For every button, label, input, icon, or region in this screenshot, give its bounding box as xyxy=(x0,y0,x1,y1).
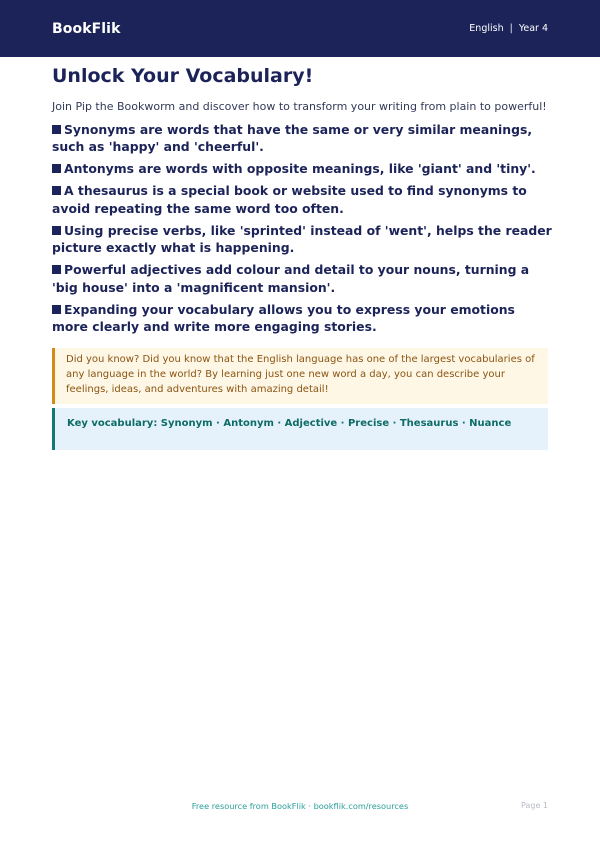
square-bullet-icon xyxy=(52,226,61,235)
list-item xyxy=(52,301,552,336)
square-bullet-icon xyxy=(52,125,61,134)
list-item xyxy=(52,182,552,217)
footer-link[interactable]: Free resource from BookFlik · bookflik.com/resources xyxy=(191,801,409,811)
list-item xyxy=(52,160,552,177)
page-header xyxy=(0,0,600,57)
page-title: Unlock Your Vocabulary! xyxy=(52,65,314,87)
square-bullet-icon xyxy=(52,305,61,314)
square-bullet-icon xyxy=(52,265,61,274)
brand-logo[interactable]: BookFlik xyxy=(52,20,121,37)
list-item-text: Using precise verbs, like 'sprinted' instead of 'went', helps the reader picture exactly what is happening. xyxy=(52,222,552,256)
list-item xyxy=(52,261,552,296)
list-item xyxy=(52,121,552,156)
list-item-text: Antonyms are words with opposite meanings, like 'giant' and 'tiny'. xyxy=(64,161,536,177)
list-item-text: Synonyms are words that have the same or very similar meanings, such as 'happy' and 'cheerful'. xyxy=(52,122,533,155)
list-item-text: Powerful adjectives add colour and detail to your nouns, turning a 'big house' into a 'magnificent mansion'. xyxy=(52,262,530,295)
did-you-know-callout: Did you know? Did you know that the English language has one of the largest vocabularies of any language in the world? By learning just one new word a day, you can describe your feelings, ideas, and adventures with amazing detail! xyxy=(52,348,548,404)
square-bullet-icon xyxy=(52,164,61,173)
page-number: Page 1 xyxy=(521,801,548,810)
year-label: Year 4 xyxy=(518,23,548,34)
subject-label: English xyxy=(469,23,504,34)
meta-separator: | xyxy=(509,23,513,34)
fact-list xyxy=(52,121,552,340)
list-item-text: Expanding your vocabulary allows you to express your emotions more clearly and write more engaging stories. xyxy=(52,301,515,335)
list-item-text: A thesaurus is a special book or website used to find synonyms to avoid repeating the same word too often. xyxy=(52,183,527,216)
key-vocabulary-box: Key vocabulary: Synonym · Antonym · Adjective · Precise · Thesaurus · Nuance xyxy=(52,408,548,450)
square-bullet-icon xyxy=(52,186,61,195)
intro-text: Join Pip the Bookworm and discover how to transform your writing from plain to powerful! xyxy=(52,100,547,113)
subject-meta xyxy=(469,23,548,34)
list-item xyxy=(52,222,552,257)
